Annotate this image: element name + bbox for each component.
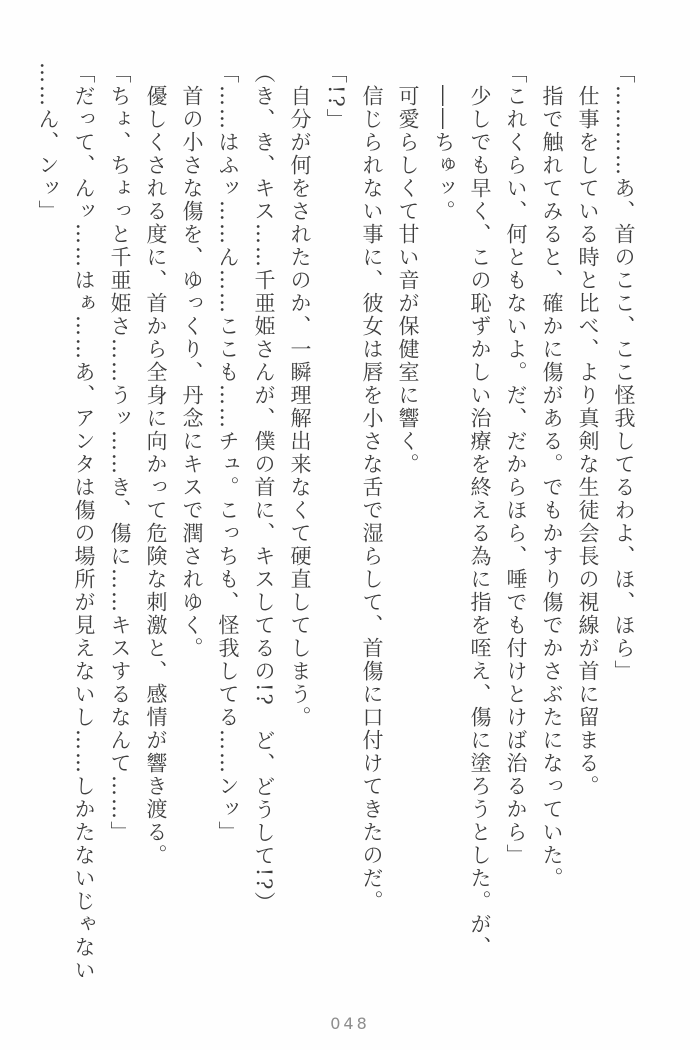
text-line: 「ちょ、ちょっと千亜姫さ……うッ……き、傷に……キスするなんて……」 [108, 62, 132, 844]
text-line: 優しくされる度に、首から全身に向かって危険な刺激と、感情が響き渡る。 [144, 85, 168, 867]
text-line: 仕事をしている時と比べ、より真剣な生徒会長の視線が首に留まる。 [576, 85, 600, 798]
text-line: 少しでも早く、この恥ずかしい治療を終える為に指を咥え、傷に塗ろうとした。が、 [468, 85, 492, 959]
text-line: （き、き、キス……千亜姫さんが、僕の首に、キスしてるの!? ど、どうして!?） [252, 62, 276, 915]
text-line: ――ちゅッ。 [432, 85, 456, 223]
text-line: 「…………あ、首のここ、ここ怪我してるわよ、ほ、ほら」 [612, 62, 636, 683]
text-line: 指で触れてみると、確かに傷がある。でもかすり傷でかさぶたになっていた。 [540, 85, 564, 890]
text-line: 「!?」 [324, 62, 348, 132]
text-line: 「だって、んッ……はぁ……あ、アンタは傷の場所が見えないし……しかたないじゃない [72, 62, 96, 982]
page-number: 048 [330, 1014, 370, 1033]
text-line: 「これくらい、何ともないよ。だ、だからほら、唾でも付けとけば治るから」 [504, 62, 528, 867]
text-line: 可愛らしくて甘い音が保健室に響く。 [396, 85, 420, 476]
text-line: ……ん、ンッ」 [36, 62, 60, 223]
text-line: 信じられない事に、彼女は唇を小さな舌で湿らして、首傷に口付けてきたのだ。 [360, 85, 384, 913]
vertical-text-block [30, 62, 642, 1027]
text-line: 「……はふッ……ん……ここも……チュ。こっちも、怪我してる……ンッ」 [216, 62, 240, 844]
text-line: 自分が何をされたのか、一瞬理解出来なくて硬直してしまう。 [288, 85, 312, 729]
text-line: 首の小さな傷を、ゆっくり、丹念にキスで潤されゆく。 [180, 85, 204, 660]
